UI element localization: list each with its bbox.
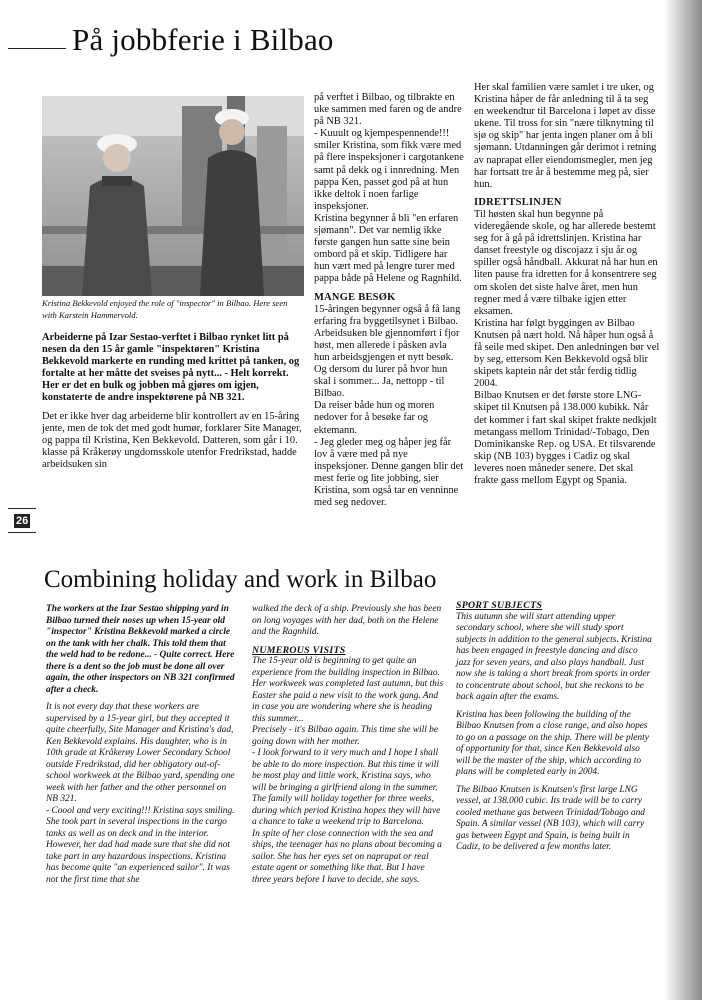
page-number: 26 (16, 515, 29, 527)
paragraph: The 15-year old is beginning to get quite an experience from the building inspection in Bilbao. Her workweek was completed last autumn, but this Easter she paid a new visit to the work gang. And in case you are wondering where she is heading this summer... (252, 656, 444, 724)
page-edge-shadow (664, 0, 702, 1000)
paragraph: Kristina har følgt byggingen av Bilbao Knutsen på nært hold. Nå håper hun også å få seile med skipet. Den anledningen bør vel by seg, ettersom Ken Bekkevold også blir skipets kaptein når det står ferdig tidlig 2004. (474, 317, 660, 390)
english-title: Combining holiday and work in Bilbao (44, 566, 437, 593)
title-rule (8, 48, 66, 49)
paragraph: - Kuuult og kjempespennende!!! smiler Kristina, som fikk være med på flere inspeksjoner i cargotankene samt på dekk og i innredning. Men pappa Ken, passet god på at hun ikke deltok i noen farlige inspeksjoner. (314, 128, 464, 212)
paragraph: In spite of her close connection with the sea and ships, the teenager has no plans about becoming a sailor. She has her eyes set on naprapat or real estate agent or something like that. But I have three years before I have to decide, she says. (252, 828, 442, 885)
norwegian-column-3 (474, 82, 660, 487)
paragraph: - I look forward to it very much and I hope I shall be able to do more inspection. But this time it will be most play and little work, Kristina says, who will be bringing a girlfriend along in the summer. The family will holiday together for three weeks, during which period Kristina hopes they will have a chance to take a weekend trip to Barcelona. (252, 748, 441, 827)
paragraph: 15-åringen begynner også å få lang erfaring fra byggetilsynet i Bilbao. Arbeidsuken ble gjennomført i fjor høst, men allerede i påsken avla hun arbeidsgjengen et nytt besøk. Og dersom du lurer på hvor hun skal i sommer... Ja, nettopp - til Bilbao. (314, 303, 461, 400)
paragraph: It is not every day that these workers are supervised by a 15-year girl, but they accepted it quite cheerfully, Site Manager and Kristina's dad, Ken Bekkevold explains. His daughter, who is in 10th grade at Kråkerøy Lower Secondary School outside Fredrikstad, did her obligatory out-of-school workweek at the Bilbao yard, spending one week with her father and the other personnel on NB 321. (46, 702, 235, 804)
paragraph: The Bilbao Knutsen is Knutsen's first large LNG vessel, at 138.000 cubic. Its trade will be to carry cooled methane gas between Trinidad/Tobago and Spain. A similar vessel (NB 103), which will carry gas between Egypt and Spain, is being built in Cadiz, to be delivered a few months later. (456, 784, 645, 852)
paragraph: Kristina has been following the building of the Bilbao Knutsen from a close range, and also hopes to go on a passage on the ship. There will be plenty of opportunity for that, since Ken Bekkevold also will be the master of the ship, which according to plans will be completed early in 2004. (456, 709, 649, 777)
english-column-3 (456, 600, 652, 854)
paragraph: Kristina begynner å bli "en erfaren sjømann". Det var nemlig ikke første gangen hun satte sine bein ombord på et skip. Tidligere har hun vært med på lengre turer med pappa både på Helene og Ragnhild. (314, 212, 462, 285)
section-heading: SPORT SUBJECTS (456, 600, 543, 611)
paragraph: på verftet i Bilbao, og tilbrakte en uke sammen med faren og de andre på NB 321. (314, 92, 462, 128)
norwegian-column-1 (42, 332, 304, 471)
paragraph: Precisely - it's Bilbao again. This time she will be going down with her mother. (252, 725, 439, 747)
paragraph: Bilbao Knutsen er det første store LNG-skipet til Knutsen på 138.000 kubikk. Når det kommer i fart skal skipet frakte nedkjølt metangass mellom Trinidad/-Tobago, Den Dominikanske Rep. og USA. Et tilsvarende skip (NB 103) bygges i Cadiz og skal leveres noen måneder senere. Det skal frakte gass mellom Egypt og Spania. (474, 390, 657, 486)
english-column-2 (252, 604, 444, 886)
section-heading: IDRETTSLINJEN (474, 196, 562, 208)
english-column-1 (46, 604, 240, 886)
norwegian-title: På jobbferie i Bilbao (72, 22, 334, 57)
paragraph: walked the deck of a ship. Previously she has been on long voyages with her dad, both on the Helene and the Ragnhild. (252, 604, 442, 637)
paragraph: This autumn she will start attending upper secondary school, where she will study sport subjects in addition to the general subjects. Kristina has been engaged in freestyle dancing and disco jazz for seven years, and also plays handball. Just now she is taking a short break from sports in order to concentrate about school, but she reckons to be back again after the exams. (456, 611, 652, 702)
paragraph: Her skal familien være samlet i tre uker, og Kristina håper de får anledning til å ta seg en weekendtur til Barcelona i løpet av disse ukene. Til tross for sin "nære tilknytning til sjø og skip" har jenta ingen planer om å bli sjømann. Utdanningen går derimot i retning av naprapat eller eiendomsmegler, men jeg har fortsatt tre år å bestemme meg på, sier hun. (474, 82, 657, 190)
paragraph: Til høsten skal hun begynne på videregående skole, og har allerede bestemt seg for å gå på idrettslinjen. Kristina har danset freestyle og discojazz i sju år og spiller også håndball. Akkurat nå har hun en liten pause fra idretten for å konsentrere seg om skolen det siste halve året, men hun regner med å være tilbake igjen etter eksamen. (474, 208, 658, 317)
section-heading: NUMEROUS VISITS (252, 644, 346, 656)
margin-tick (8, 508, 36, 509)
norwegian-col1-body: Det er ikke hver dag arbeiderne blir kontrollert av en 15-åring jente, men de tok det med godt humør, forklarer Site Manager, og pappa til Kristina, Ken Bekkevold. Datteren, som går i 10. klasse på Kråkerøy ungdomsskole utenfor Fredrikstad, hadde arbeidsuken sin (42, 410, 302, 470)
article-photo (42, 96, 304, 296)
norwegian-column-2 (314, 92, 464, 509)
photo-illustration (42, 96, 304, 296)
section-heading: MANGE BESØK (314, 291, 396, 303)
english-lead: The workers at the Izar Sestao shipping yard in Bilbao turned their noses up when 15-year old "inspector" Kristina Bekkevold marked a circle on the tank with her chalk. This told them that the weld had to be redone... - Quite correct. Here there is a dent so the job must be done all over again, the other inspectors on NB 321 confirmed after a check. (46, 604, 235, 695)
margin-tick (8, 532, 36, 533)
photo-caption: Kristina Bekkevold enjoyed the role of "inspector" in Bilbao. Here seen with Karstein Hammervold. (42, 298, 288, 320)
norwegian-lead: Arbeiderne på Izar Sestao-verftet i Bilbao rynket litt på nesen da den 15 år gamle "inspektøren" Kristina Bekkevold markerte en runding med krittet på tanken, og fortalte at her måtte det sveises på nytt... - Helt korrekt. Her er det en bulk og jobben må gjøres om igjen, konstaterte de andre inspektørene på NB 321. (42, 332, 300, 404)
paragraph: - Coool and very exciting!!! Kristina says smiling. She took part in several inspections in the cargo tanks as well as on deck and in the interior. However, her dad had made sure that she did not take part in any hazardous inspections. Kristina has become quite "an experienced sailor". It was not the first time that she (46, 805, 235, 885)
paragraph: - Jeg gleder meg og håper jeg får lov å være med på nye inspeksjoner. Denne gangen blir det mest ferie og lite jobbing, sier Kristina, som også tar en venninne med seg nedover. (314, 436, 464, 509)
paragraph: Da reiser både hun og moren nedover for å besøke far og ektemann. (314, 400, 435, 436)
